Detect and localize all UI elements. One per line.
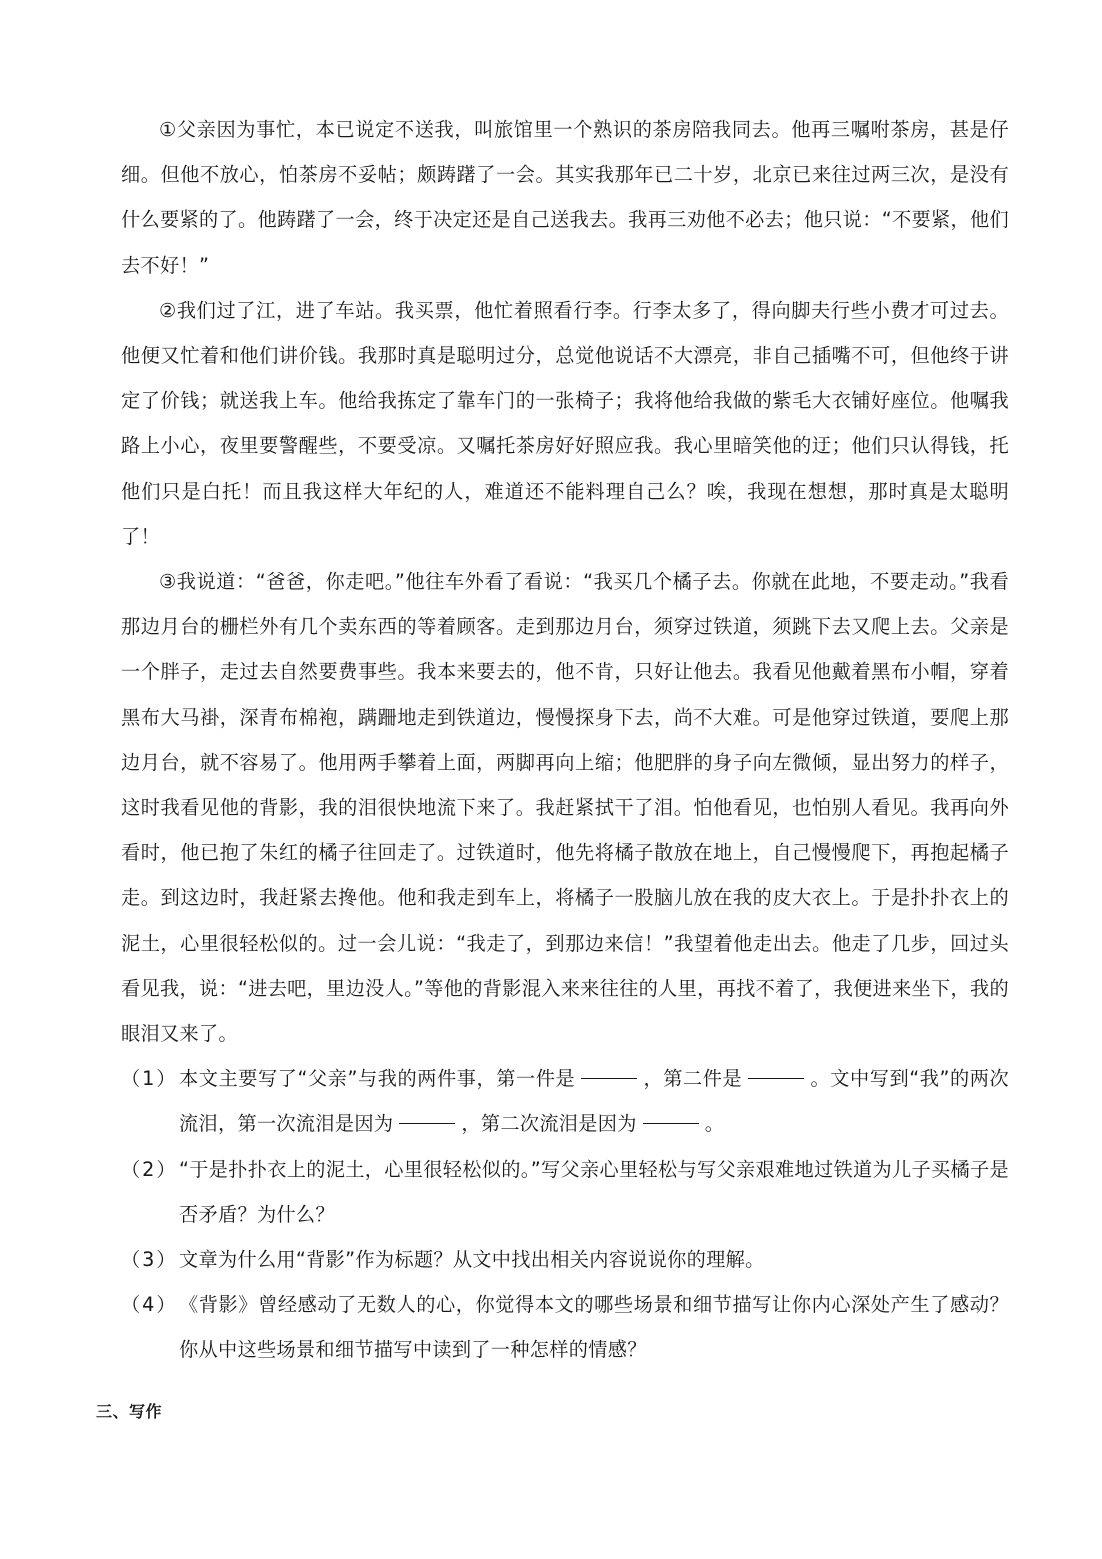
answer-blank[interactable] bbox=[581, 1077, 637, 1079]
question-1 bbox=[121, 1056, 1009, 1146]
question-text: 文章为什么用“背影”作为标题？从文中找出相关内容说说你的理解。 bbox=[179, 1248, 765, 1272]
question-text: 。文中写到“我”的两次流泪，第一次流泪是因为 bbox=[179, 1067, 1009, 1136]
question-3 bbox=[121, 1237, 1009, 1282]
question-number: （1） bbox=[121, 1067, 178, 1091]
question-2 bbox=[121, 1147, 1009, 1237]
answer-blank[interactable] bbox=[399, 1122, 455, 1124]
section-heading-writing: 三、写作 bbox=[96, 1402, 163, 1421]
question-text: 。 bbox=[704, 1112, 725, 1136]
reading-passage bbox=[121, 107, 1009, 1373]
question-4 bbox=[121, 1282, 1009, 1372]
question-number: （4） bbox=[121, 1293, 178, 1317]
paragraph-2: ②我们过了江，进了车站。我买票，他忙着照看行李。行李太多了，得向脚夫行些小费才可过去。他便又忙着和他们讲价钱。我那时真是聪明过分，总觉他说话不大漂亮，非自己插嘴不可，但他终于讲定了价钱；就送我上车。他给我拣定了靠车门的一张椅子；我将他给我做的紫毛大衣铺好座位。他嘱我路上小心，夜里要警醒些，不要受凉。又嘱托茶房好好照应我。我心里暗笑他的迂；他们只认得钱，托他们只是白托！而且我这样大年纪的人，难道还不能料理自己么？唉，我现在想想，那时真是太聪明了！ bbox=[121, 298, 1009, 548]
question-number: （3） bbox=[121, 1248, 178, 1272]
question-text: 本文主要写了“父亲”与我的两件事，第一件是 bbox=[179, 1067, 576, 1091]
question-list bbox=[121, 1056, 1009, 1372]
question-text: “于是扑扑衣上的泥土，心里很轻松似的。”写父亲心里轻松与写父亲艰难地过铁道为儿子买橘子是否矛盾？为什么？ bbox=[179, 1157, 1009, 1226]
answer-blank[interactable] bbox=[643, 1122, 699, 1124]
question-text: ，第二次流泪是因为 bbox=[461, 1112, 637, 1136]
paragraph-3: ③我说道：“爸爸，你走吧。”他往车外看了看说：“我买几个橘子去。你就在此地，不要走动。”我看那边月台的栅栏外有几个卖东西的等着顾客。走到那边月台，须穿过铁道，须跳下去又爬上去。父亲是一个胖子，走过去自然要费事些。我本来要去的，他不肯，只好让他去。我看见他戴着黑布小帽，穿着黑布大马褂，深青布棉袍，蹒跚地走到铁道边，慢慢探身下去，尚不大难。可是他穿过铁道，要爬上那边月台，就不容易了。他用两手攀着上面，两脚再向上缩；他肥胖的身子向左微倾，显出努力的样子，这时我看见他的背影，我的泪很快地流下来了。我赶紧拭干了泪。怕他看见，也怕别人看见。我再向外看时，他已抱了朱红的橘子往回走了。过铁道时，他先将橘子散放在地上，自己慢慢爬下，再抱起橘子走。到这边时，我赶紧去搀他。他和我走到车上，将橘子一股脑儿放在我的皮大衣上。于是扑扑衣上的泥土，心里很轻松似的。过一会儿说：“我走了，到那边来信！”我望着他走出去。他走了几步，回过头看见我，说：“进去吧，里边没人。”等他的背影混入来来往往的人里，再找不着了，我便进来坐下，我的眼泪又来了。 bbox=[121, 570, 1009, 1046]
paragraph-1: ①父亲因为事忙，本已说定不送我，叫旅馆里一个熟识的茶房陪我同去。他再三嘱咐茶房，甚是仔细。但他不放心，怕茶房不妥帖；颇踌躇了一会。其实我那年已二十岁，北京已来往过两三次，是没有什么要紧的了。他踌躇了一会，终于决定还是自己送我去。我再三劝他不必去；他只说：“不要紧，他们去不好！” bbox=[121, 118, 1009, 277]
question-text: ，第二件是 bbox=[643, 1067, 743, 1091]
question-text: 《背影》曾经感动了无数人的心，你觉得本文的哪些场景和细节描写让你内心深处产生了感动？你从中这些场景和细节描写中读到了一种怎样的情感？ bbox=[179, 1293, 1009, 1362]
answer-blank[interactable] bbox=[748, 1077, 804, 1079]
question-number: （2） bbox=[121, 1157, 178, 1181]
